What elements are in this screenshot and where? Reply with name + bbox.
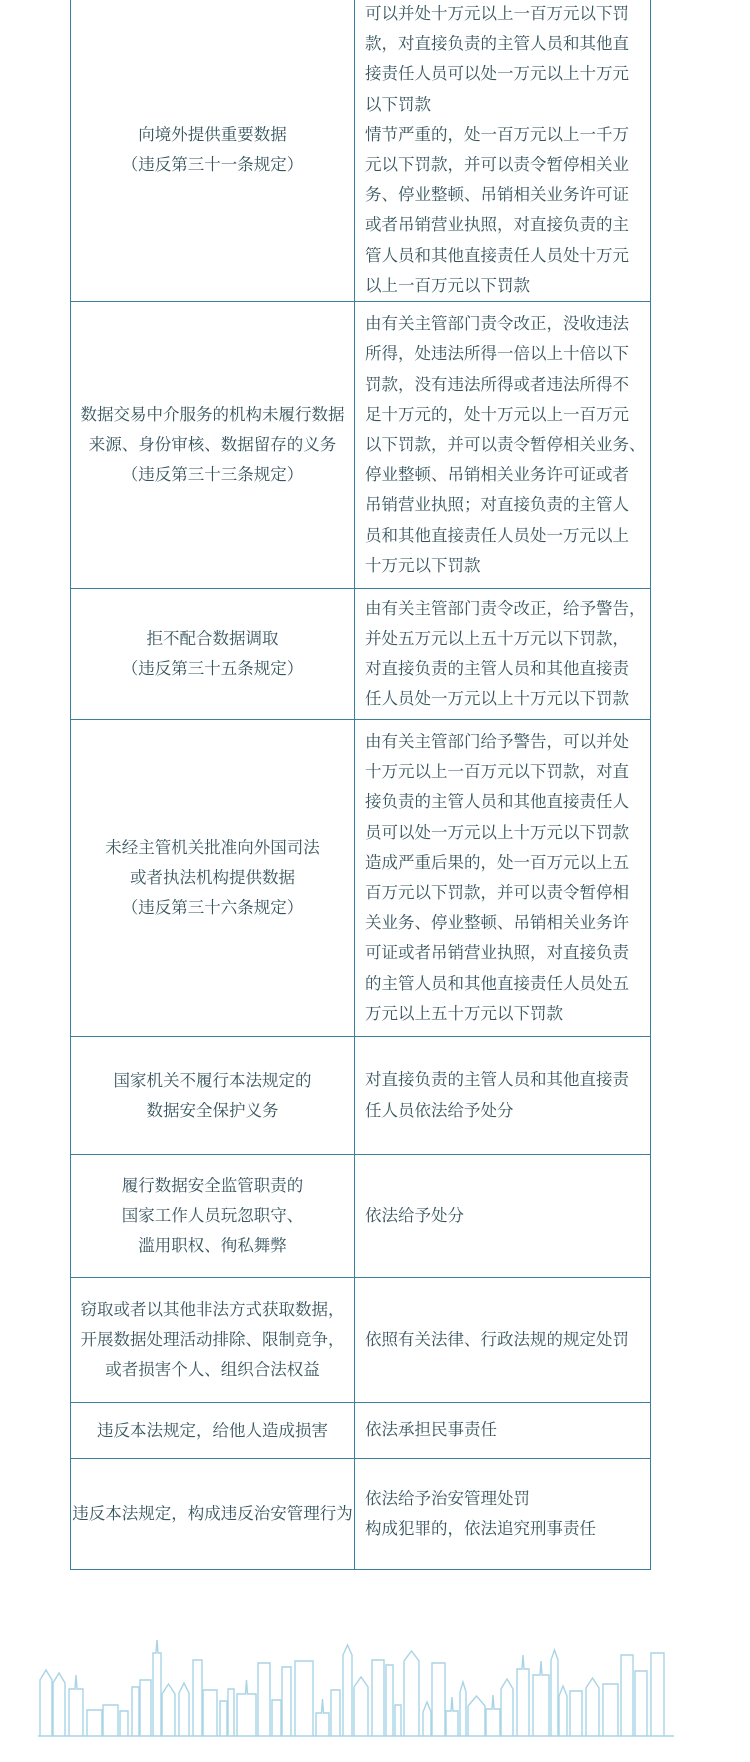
violation-cell (71, 1278, 355, 1403)
violation-cell (71, 1155, 355, 1278)
penalty-line: 以上一百万元以下罚款 (365, 275, 530, 295)
table-row (71, 589, 651, 720)
penalty-line: 接责任人员可以处一万元以上十万元 (365, 64, 629, 84)
table-row (71, 302, 651, 589)
table-row (71, 1403, 651, 1459)
penalty-line: 依法给予处分 (365, 1205, 464, 1225)
violation-text: 向境外提供重要数据 （违反第三十一条规定） (121, 125, 304, 175)
penalty-line: 足十万元的，处十万元以上一百万元 (365, 404, 629, 424)
penalty-line: 接负责的主管人员和其他直接责任人 (365, 792, 629, 812)
violation-text: 履行数据安全监管职责的 国家工作人员玩忽职守、 滥用职权、徇私舞弊 (121, 1176, 304, 1256)
penalty-line: 十万元以上一百万元以下罚款，对直 (365, 762, 629, 782)
penalty-line: 可以并处十万元以上一百万元以下罚 (365, 4, 629, 23)
penalty-line: 由有关主管部门责令改正，没收违法 (365, 314, 629, 334)
penalty-table-container (70, 0, 646, 1570)
penalty-line: 对直接负责的主管人员和其他直接责 (365, 659, 629, 679)
penalty-cell (355, 1155, 651, 1278)
penalty-cell (355, 0, 651, 302)
violation-cell (71, 0, 355, 302)
penalty-table (70, 0, 651, 1570)
penalty-line: 吊销营业执照；对直接负责的主管人 (365, 495, 629, 515)
violation-cell (71, 720, 355, 1037)
penalty-line: 由有关主管部门责令改正，给予警告， (365, 598, 646, 618)
violation-text: 国家机关不履行本法规定的 数据安全保护义务 (113, 1070, 312, 1120)
violation-text: 窃取或者以其他非法方式获取数据， 开展数据处理活动排除、限制竞争， 或者损害个人、组织合法权益 (80, 1300, 345, 1380)
penalty-line: 罚款，没有违法所得或者违法所得不 (365, 374, 629, 394)
penalty-line: 百万元以下罚款，并可以责令暂停相 (365, 883, 629, 903)
penalty-line: 关业务、停业整顿、吊销相关业务许 (365, 913, 629, 933)
penalty-line: 管人员和其他直接责任人员处十万元 (365, 245, 629, 265)
table-row (71, 720, 651, 1037)
penalty-line: 依法承担民事责任 (365, 1420, 497, 1440)
penalty-cell (355, 1459, 651, 1570)
penalty-line: 万元以上五十万元以下罚款 (365, 1003, 563, 1023)
city-skyline-icon (38, 1640, 674, 1740)
penalty-cell (355, 1403, 651, 1459)
penalty-line: 务、停业整顿、吊销相关业务许可证 (365, 185, 629, 205)
violation-cell (71, 1037, 355, 1155)
penalty-line: 并处五万元以上五十万元以下罚款， (365, 628, 629, 648)
table-row (71, 1278, 651, 1403)
penalty-line: 任人员依法给予处分 (365, 1100, 514, 1120)
penalty-line: 员和其他直接责任人员处一万元以上 (365, 525, 629, 545)
violation-text: 违反本法规定，构成违反治安管理行为 (72, 1504, 353, 1524)
penalty-line: 构成犯罪的，依法追究刑事责任 (365, 1519, 596, 1539)
penalty-cell (355, 720, 651, 1037)
violation-cell (71, 589, 355, 720)
penalty-line: 员可以处一万元以上十万元以下罚款 (365, 822, 629, 842)
penalty-line: 造成严重后果的，处一百万元以上五 (365, 852, 629, 872)
penalty-line: 的主管人员和其他直接责任人员处五 (365, 973, 629, 993)
table-row (71, 0, 651, 302)
penalty-cell (355, 1278, 651, 1403)
table-row (71, 1037, 651, 1155)
penalty-line: 依照有关法律、行政法规的规定处罚 (365, 1329, 629, 1349)
penalty-line: 以下罚款，并可以责令暂停相关业务、 (365, 434, 646, 454)
penalty-line: 以下罚款 (365, 94, 431, 114)
penalty-line: 可证或者吊销营业执照，对直接负责 (365, 943, 629, 963)
penalty-line: 对直接负责的主管人员和其他直接责 (365, 1070, 629, 1090)
penalty-line: 情节严重的，处一百万元以上一千万 (365, 124, 629, 144)
penalty-line: 停业整顿、吊销相关业务许可证或者 (365, 465, 629, 485)
violation-text: 违反本法规定，给他人造成损害 (97, 1420, 328, 1440)
penalty-line: 任人员处一万元以上十万元以下罚款 (365, 689, 629, 709)
penalty-cell (355, 589, 651, 720)
penalty-line: 依法给予治安管理处罚 (365, 1488, 530, 1508)
penalty-cell (355, 1037, 651, 1155)
violation-cell (71, 1403, 355, 1459)
table-row (71, 1155, 651, 1278)
penalty-table-body (71, 0, 651, 1570)
penalty-line: 款，对直接负责的主管人员和其他直 (365, 34, 629, 54)
penalty-line: 十万元以下罚款 (365, 555, 481, 575)
violation-text: 拒不配合数据调取 （违反第三十五条规定） (121, 629, 304, 679)
penalty-cell (355, 302, 651, 589)
violation-cell (71, 302, 355, 589)
table-row (71, 1459, 651, 1570)
penalty-line: 或者吊销营业执照，对直接负责的主 (365, 215, 629, 235)
violation-cell (71, 1459, 355, 1570)
violation-text: 数据交易中介服务的机构未履行数据 来源、身份审核、数据留存的义务 （违反第三十三条规定） (80, 405, 345, 485)
penalty-line: 元以下罚款，并可以责令暂停相关业 (365, 155, 629, 175)
violation-text: 未经主管机关批准向外国司法 或者执法机构提供数据 （违反第三十六条规定） (105, 838, 320, 918)
penalty-line: 由有关主管部门给予警告，可以并处 (365, 732, 629, 752)
penalty-line: 所得，处违法所得一倍以上十倍以下 (365, 344, 629, 364)
